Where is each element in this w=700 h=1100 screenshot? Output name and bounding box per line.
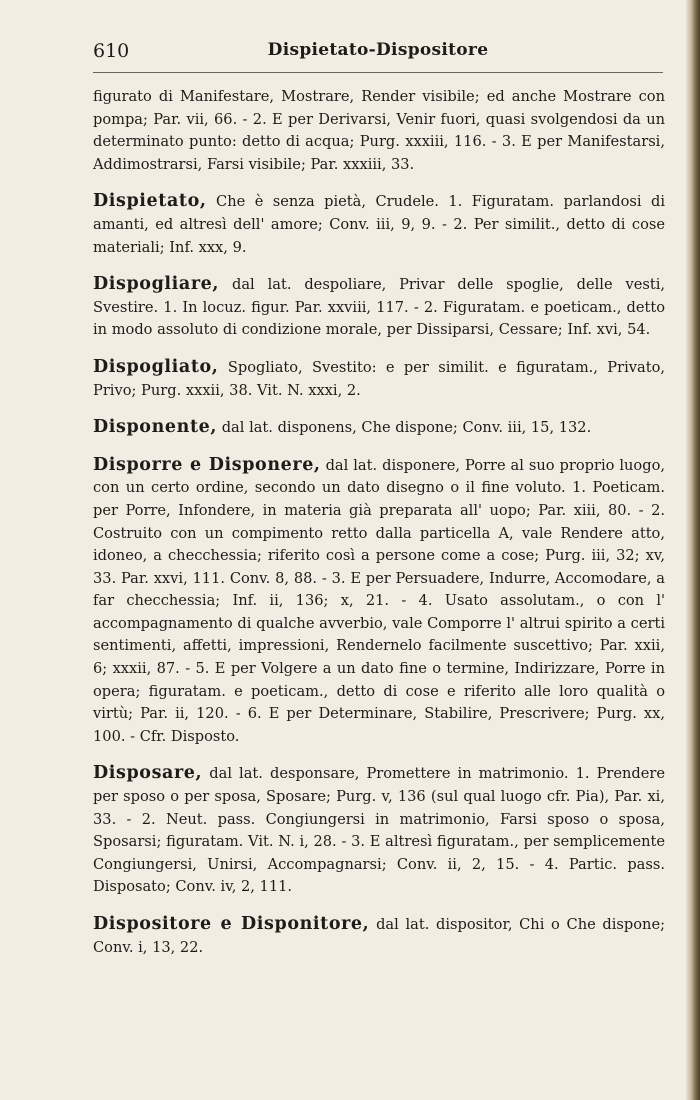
entry-headword: Dispogliare, [93, 274, 220, 295]
entry-headword: Dispietato, [93, 191, 207, 212]
entry-text: dal lat. desponsare, Promettere in matrimonio. 1. Prendere per sposo o per sposa, Sposare; Purg. v, 136 (sul qual luogo cfr. Pia), Par. xi, 33. - 2. Neut. pass. Congiungersi in matrimonio, Farsi sposo o sposa, Sposarsi; figuratam. Vit. N. i, 28. - 3. E altresì figuratam., per semplicemente Congiungersi, Unirsi, Accompagnarsi; Conv. ii, 2, 15. - 4. Partic. pass. Disposato; Conv. iv, 2, 111. [93, 765, 665, 896]
entry-text: dal lat. despoliare, Privar delle spoglie, delle vesti, Svestire. 1. In locuz. figur. Par. xxviii, 117. - 2. Figuratam. e poeticam., detto in modo assoluto di condizione morale, per Dissiparsi, Cessare; Inf. xvi, 54. [93, 276, 666, 339]
header-rule [93, 72, 663, 73]
entry-headword: Disponente, [93, 417, 218, 438]
entry-disporre [93, 454, 665, 749]
entry-disponente [93, 416, 665, 440]
page-header [93, 40, 663, 70]
entry-headword: Dispositore e Disponitore, [93, 914, 370, 934]
entry-dispietato [93, 190, 665, 259]
entry-headword: Disporre e Disponere, [93, 454, 321, 475]
entry-dispogliato [93, 356, 665, 402]
entry-continuation [93, 86, 665, 176]
dictionary-body [93, 86, 665, 973]
entry-headword: Disposare, [93, 763, 203, 784]
entry-dispogliare [93, 273, 665, 342]
entry-text: Spogliato, Svestito: e per similit. e figuratam., Privato, Privo; Purg. xxxii, 38. Vit. N. xxxi, 2. [93, 358, 665, 399]
running-head: Dispietato-Dispositore [267, 40, 489, 60]
entry-text: dal lat. disponens, Che dispone; Conv. iii, 15, 132. [221, 419, 592, 437]
entry-text: dal lat. disponere, Porre al suo proprio luogo, con un certo ordine, secondo un dato disegno o il fine voluto. 1. Poeticam. per Porre, Infondere, in materia già preparata all' uopo; Par. xiii, 80. - 2. Costruito con un compimento retto dalla particella A, vale Rendere atto, idoneo, a checchessia; riferito così a persone come a cose; Purg. iii, 32; xv, 33. Par. xxvi, 111. Conv. 8, 88. - 3. E per Persuadere, Indurre, Accomodare, a far checchessia; Inf. ii, 136; x, 21. - 4. Usato assolutam., o con l' accompagnamento di qualche avverbio, vale Comporre l' altrui spirito a certi sentimenti, affetti, impressioni, Rendernelo facilmente suscettivo; Par. xxii, 6; xxxii, 87. - 5. E per Volgere a un dato fine o termine, Indirizzare, Porre in opera; figuratam. e poeticam., detto di cose e riferito alle loro qualità o virtù; Par. ii, 120. - 6. E per Determinare, Stabilire, Prescrivere; Purg. xx, 100. - Cfr. Disposto. [93, 456, 665, 745]
page-edge-shadow [686, 0, 700, 1100]
entry-text: figurato di Manifestare, Mostrare, Render visibile; ed anche Mostrare con pompa; Par. vii, 66. - 2. E per Derivarsi, Venir fuori, quasi svolgendosi da un determinato punto: detto di acqua; Purg. xxxiii, 116. - 3. E per Manifestarsi, Addimostrarsi, Farsi visibile; Par. xxxiii, 33. [93, 88, 665, 173]
page-number: 610 [93, 40, 130, 62]
entry-text: dal lat. dispositor, Chi o Che dispone; Conv. i, 13, 22. [93, 916, 665, 956]
entry-headword: Dispogliato, [93, 356, 219, 377]
entry-dispositore [93, 913, 665, 959]
entry-text: Che è senza pietà, Crudele. 1. Figuratam. parlandosi di amanti, ed altresì dell' amore; Conv. iii, 9, 9. - 2. Per similit., detto di cose materiali; Inf. xxx, 9. [93, 193, 666, 256]
entry-disposare [93, 762, 665, 899]
